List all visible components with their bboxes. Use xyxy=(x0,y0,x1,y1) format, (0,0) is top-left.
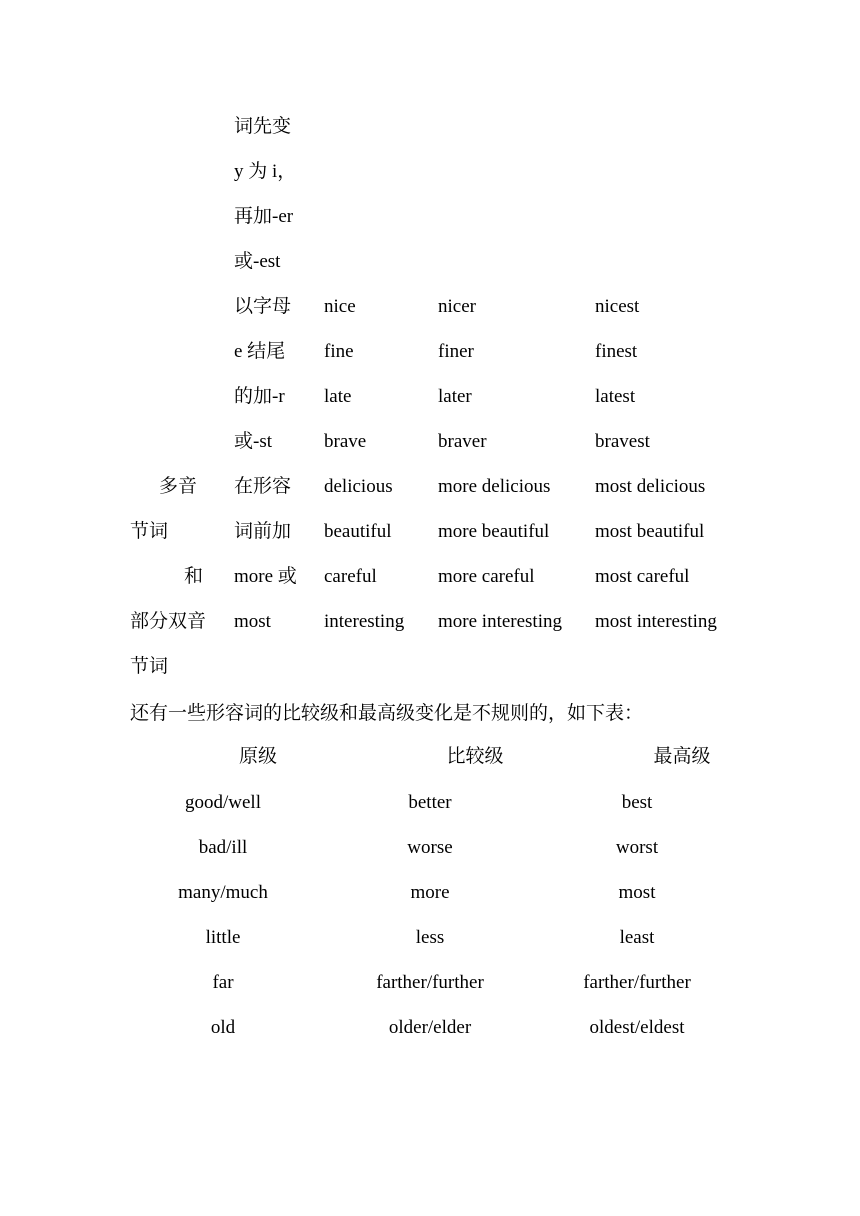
positive-cell: nice xyxy=(324,296,356,317)
positive-cell: little xyxy=(205,927,241,948)
comparative-cell: worse xyxy=(407,837,453,858)
table-row xyxy=(0,834,860,879)
comparative-cell: older/elder xyxy=(388,1017,472,1038)
comparative-cell: less xyxy=(415,927,445,948)
positive-cell: interesting xyxy=(324,611,405,632)
superlative-cell: farther/further xyxy=(583,972,691,993)
superlative-cell: best xyxy=(621,792,653,813)
positive-cell: delicious xyxy=(324,476,393,497)
rule-cell: 词先变 xyxy=(234,116,292,137)
comparative-cell: farther/further xyxy=(376,972,484,993)
superlative-cell: most beautiful xyxy=(595,521,705,542)
superlative-cell: bravest xyxy=(595,431,650,452)
rule-cell: 或-est xyxy=(234,251,281,272)
table-row xyxy=(0,563,860,608)
comparative-cell: more beautiful xyxy=(438,521,550,542)
table-row xyxy=(0,969,860,1014)
superlative-cell: oldest/eldest xyxy=(589,1017,685,1038)
positive-cell: brave xyxy=(324,431,367,452)
positive-cell: good/well xyxy=(185,792,261,813)
category-cell: 多音 xyxy=(159,476,198,497)
table-row xyxy=(0,203,860,248)
comparative-cell: nicer xyxy=(438,296,476,317)
positive-cell: late xyxy=(324,386,352,407)
table-row xyxy=(0,473,860,518)
category-cell: 节词 xyxy=(130,521,169,542)
rule-cell: 或-st xyxy=(234,431,273,452)
positive-cell: far xyxy=(212,972,234,993)
header-comparative: 比较级 xyxy=(446,746,504,767)
irregular-intro-paragraph: 还有一些形容词的比较级和最高级变化是不规则的，如下表： xyxy=(130,703,644,724)
comparative-cell: braver xyxy=(438,431,487,452)
superlative-cell: most careful xyxy=(595,566,690,587)
positive-cell: old xyxy=(210,1017,236,1038)
table-row xyxy=(0,924,860,969)
category-cell: 部分双音 xyxy=(130,611,207,632)
rule-cell: 以字母 xyxy=(234,296,292,317)
table-row xyxy=(0,789,860,834)
positive-cell: many/much xyxy=(178,882,268,903)
table-row xyxy=(0,1014,860,1059)
category-cell: 节词 xyxy=(130,656,169,677)
comparative-cell: more careful xyxy=(438,566,535,587)
superlative-cell: most xyxy=(618,882,656,903)
rule-cell: 词前加 xyxy=(234,521,292,542)
rule-cell: more 或 xyxy=(234,566,297,587)
positive-cell: beautiful xyxy=(324,521,392,542)
superlative-cell: most delicious xyxy=(595,476,706,497)
rule-cell: 在形容 xyxy=(234,476,292,497)
positive-cell: fine xyxy=(324,341,354,362)
rule-cell: most xyxy=(234,611,271,632)
table-row xyxy=(0,158,860,203)
rule-cell: 的加-r xyxy=(234,386,285,407)
table-row xyxy=(0,293,860,338)
category-cell: 和 xyxy=(184,566,204,587)
superlative-cell: least xyxy=(619,927,655,948)
comparative-cell: better xyxy=(408,792,452,813)
comparative-cell: finer xyxy=(438,341,474,362)
superlative-cell: latest xyxy=(595,386,636,407)
table-row xyxy=(0,608,860,653)
comparative-cell: more interesting xyxy=(438,611,562,632)
comparative-cell: more xyxy=(410,882,450,903)
superlative-cell: most interesting xyxy=(595,611,717,632)
superlative-cell: worst xyxy=(615,837,659,858)
table-row xyxy=(0,879,860,924)
table-header-row xyxy=(0,743,860,788)
header-positive: 原级 xyxy=(238,746,278,767)
header-superlative: 最高级 xyxy=(653,746,711,767)
table-row xyxy=(0,338,860,383)
superlative-cell: nicest xyxy=(595,296,640,317)
table-row xyxy=(0,428,860,473)
rule-cell: e 结尾 xyxy=(234,341,286,362)
comparative-cell: more delicious xyxy=(438,476,551,497)
table-row xyxy=(0,113,860,158)
table-row xyxy=(0,653,860,698)
table-row xyxy=(0,518,860,563)
table-row xyxy=(0,248,860,293)
superlative-cell: finest xyxy=(595,341,638,362)
positive-cell: bad/ill xyxy=(198,837,248,858)
positive-cell: careful xyxy=(324,566,377,587)
comparative-cell: later xyxy=(438,386,472,407)
rule-cell: 再加-er xyxy=(234,206,294,227)
table-row xyxy=(0,383,860,428)
rule-cell: y 为 i， xyxy=(234,161,297,182)
